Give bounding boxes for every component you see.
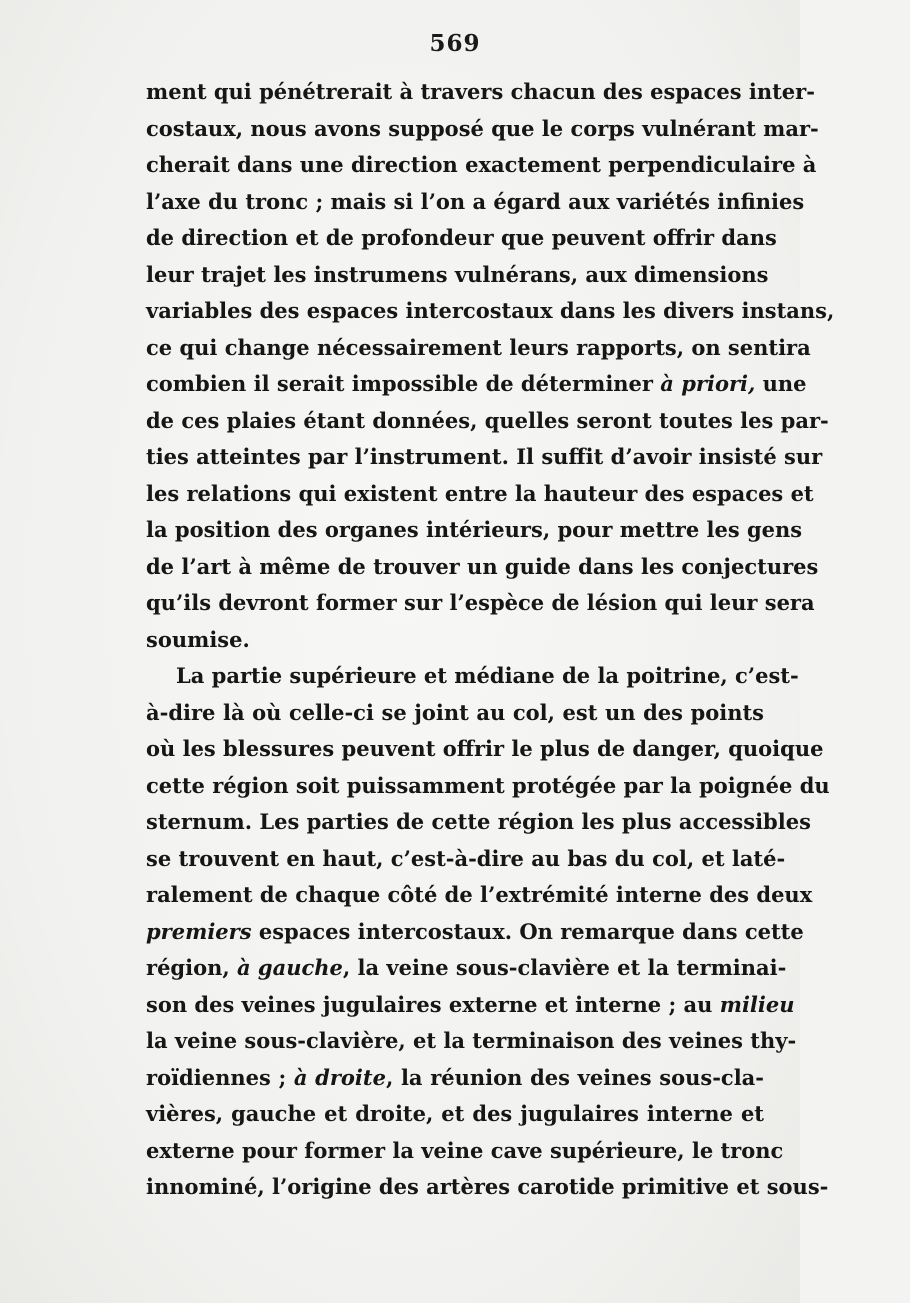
text-line: ce qui change nécessairement leurs rapports, on sentira: [146, 334, 811, 360]
text-line: de l’art à même de trouver un guide dans les conjectures: [146, 553, 819, 579]
text-segment: roïdiennes ;: [146, 1064, 294, 1090]
text-line: La partie supérieure et médiane de la poitrine, c’est-: [176, 663, 799, 688]
text-segment: , la veine sous-clavière et la terminai-: [342, 955, 787, 980]
text-line: [146, 1060, 764, 1097]
text-segment: région,: [146, 955, 237, 980]
text-line: externe pour former la veine cave supérieure, le tronc: [146, 1137, 784, 1163]
text-line: ties atteintes par l’instrument. Il suffit d’avoir insisté sur: [146, 444, 823, 469]
text-line: la position des organes intérieurs, pour mettre les gens: [146, 517, 803, 542]
italic-segment: à gauche: [236, 955, 343, 980]
text-line: cherait dans une direction exactement perpendiculaire à: [146, 152, 817, 177]
text-segment: son des veines jugulaires externe et interne ; au: [146, 991, 720, 1017]
text-segment: combien il serait impossible de déterminer: [146, 371, 661, 396]
italic-segment: premiers: [146, 918, 252, 944]
text-line: se trouvent en haut, c’est-à-dire au bas du col, et laté-: [146, 845, 786, 871]
text-line: [146, 366, 807, 403]
text-line: qu’ils devront former sur l’espèce de lésion qui leur sera: [146, 590, 815, 615]
text-segment: , la réunion des veines sous-cla-: [385, 1064, 765, 1090]
text-line: vières, gauche et droite, et des jugulaires interne et: [146, 1101, 764, 1126]
italic-segment: milieu: [719, 991, 795, 1017]
page-number: 569: [429, 30, 481, 57]
text-line: ralement de chaque côté de l’extrémité interne des deux: [146, 882, 813, 907]
text-line: soumise.: [146, 626, 250, 652]
text-line: innominé, l’origine des artères carotide primitive et sous-: [146, 1174, 829, 1199]
text-line: sternum. Les parties de cette région les plus accessibles: [146, 809, 811, 834]
italic-segment: à priori,: [660, 371, 756, 396]
text-line: de ces plaies étant données, quelles seront toutes les par-: [146, 407, 829, 433]
text-line: variables des espaces intercostaux dans les divers instans,: [146, 298, 835, 323]
text-line: les relations qui existent entre la hauteur des espaces et: [146, 480, 814, 506]
text-line: costaux, nous avons supposé que le corps vulnérant mar-: [146, 115, 819, 141]
text-line: de direction et de profondeur que peuvent offrir dans: [146, 225, 777, 250]
text-line: l’axe du tronc ; mais si l’on a égard aux variétés infinies: [146, 188, 805, 214]
text-line: où les blessures peuvent offrir le plus de danger, quoique: [146, 736, 824, 761]
text-line: la veine sous-clavière, et la terminaison des veines thy-: [146, 1028, 797, 1053]
text-line: [146, 950, 787, 987]
text-line: [146, 987, 795, 1024]
text-line: [146, 914, 804, 951]
text-segment: espaces intercostaux. On remarque dans cette: [251, 918, 804, 944]
text-line: leur trajet les instrumens vulnérans, aux dimensions: [146, 261, 769, 287]
text-line: ment qui pénétrerait à travers chacun des espaces inter-: [146, 79, 815, 104]
body-text: [146, 74, 835, 1206]
italic-segment: à droite: [293, 1064, 386, 1090]
text-segment: une: [755, 371, 807, 396]
text-line: à-dire là où celle-ci se joint au col, est un des points: [146, 699, 764, 725]
text-line: cette région soit puissamment protégée par la poignée du: [146, 772, 830, 798]
